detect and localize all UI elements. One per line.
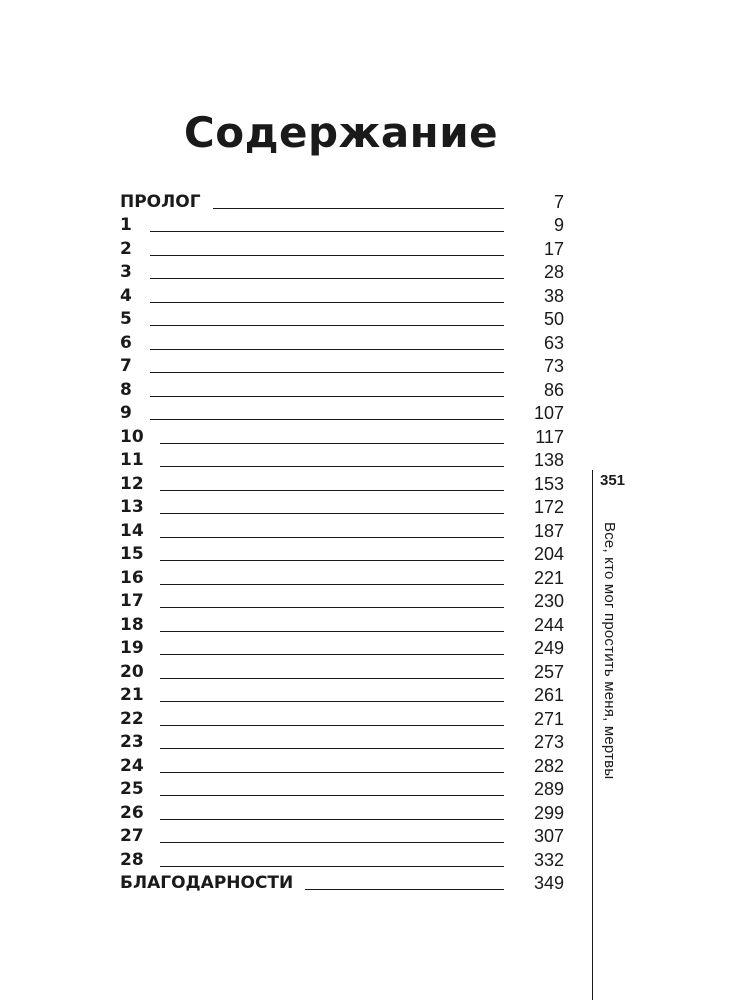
toc-leader-line xyxy=(150,371,504,373)
toc-leader-line xyxy=(160,865,504,867)
toc-entry xyxy=(120,329,564,353)
toc-leader-line xyxy=(160,489,504,491)
toc-entry-label: 19 xyxy=(120,638,144,658)
toc-entry-label: 2 xyxy=(120,238,132,259)
toc-leader-line xyxy=(160,677,504,679)
toc-entry-label: 8 xyxy=(120,379,132,400)
toc-entry-page: 117 xyxy=(535,426,564,447)
toc-leader-line xyxy=(160,630,504,632)
toc-leader-line xyxy=(150,324,504,326)
toc-entry-page: 299 xyxy=(533,802,564,823)
toc-entry xyxy=(120,470,564,494)
toc-leader-line xyxy=(160,583,504,585)
toc-entry xyxy=(120,705,564,729)
toc-entry-label: 6 xyxy=(120,332,132,353)
toc-entry xyxy=(120,799,564,823)
toc-entry xyxy=(120,588,564,612)
toc-entry-page: 282 xyxy=(533,755,564,776)
toc-entry-label: 9 xyxy=(120,403,132,423)
toc-entry-page: 307 xyxy=(533,826,564,846)
toc-entry-label: 18 xyxy=(120,614,144,635)
page-title: Содержание xyxy=(183,108,499,157)
toc-leader-line xyxy=(150,277,504,279)
toc-entry-page: 230 xyxy=(533,591,564,611)
toc-entry xyxy=(120,682,564,706)
toc-entry xyxy=(120,400,564,424)
toc-entry-page: 38 xyxy=(543,285,564,306)
toc-entry-label: 10 xyxy=(120,426,144,447)
toc-leader-line xyxy=(160,442,504,444)
toc-entry-page: 28 xyxy=(543,262,564,282)
toc-entry xyxy=(120,823,564,847)
toc-entry xyxy=(120,752,564,776)
toc-leader-line xyxy=(160,606,504,608)
toc-entry-label: 16 xyxy=(120,567,144,588)
toc-entry-page: 271 xyxy=(533,708,564,729)
toc-entry-label: 12 xyxy=(120,473,144,494)
toc-entry xyxy=(120,188,564,212)
toc-entry-page: 73 xyxy=(543,356,564,376)
toc-leader-line xyxy=(150,395,504,397)
toc-entry-label: 20 xyxy=(120,661,144,682)
toc-entry-label: 26 xyxy=(120,802,144,823)
toc-leader-line xyxy=(160,818,504,820)
toc-entry xyxy=(120,658,564,682)
toc-entry-page: 63 xyxy=(543,332,564,353)
toc-entry xyxy=(120,447,564,471)
toc-leader-line xyxy=(213,207,504,209)
toc-entry-page: 332 xyxy=(533,849,564,870)
toc-leader-line xyxy=(150,254,504,256)
toc-entry-label: 14 xyxy=(120,520,144,541)
toc-leader-line xyxy=(160,653,504,655)
toc-entry-label: 23 xyxy=(120,732,144,752)
toc-entry-page: 244 xyxy=(533,614,564,635)
toc-entry-page: 187 xyxy=(533,520,564,541)
toc-entry-page: 221 xyxy=(533,567,564,588)
toc-entry xyxy=(120,353,564,377)
toc-entry xyxy=(120,494,564,518)
toc-entry xyxy=(120,635,564,659)
toc-entry-page: 257 xyxy=(533,661,564,682)
toc-entry-page: 9 xyxy=(553,215,564,235)
toc-entry-label: 7 xyxy=(120,356,132,376)
toc-entry-label: ПРОЛОГ xyxy=(120,191,201,212)
toc-entry-label: 11 xyxy=(120,450,144,470)
toc-leader-line xyxy=(160,700,504,702)
toc-entry-page: 289 xyxy=(533,779,564,799)
toc-entry-page: 50 xyxy=(543,309,564,329)
toc-entry xyxy=(120,259,564,283)
toc-entry-label: 25 xyxy=(120,779,144,799)
toc-leader-line xyxy=(160,724,504,726)
toc-entry-page: 107 xyxy=(533,403,564,423)
running-head: Все, кто мог простить меня, мертвы xyxy=(601,522,618,780)
toc-entry-page: 138 xyxy=(533,450,564,470)
toc-entry xyxy=(120,729,564,753)
toc-entry xyxy=(120,870,564,894)
side-divider xyxy=(592,470,593,1000)
toc-entry-label: 15 xyxy=(120,544,144,564)
toc-entry-page: 261 xyxy=(533,685,564,705)
toc-leader-line xyxy=(160,771,504,773)
toc-entry xyxy=(120,235,564,259)
toc-leader-line xyxy=(160,559,504,561)
toc-leader-line xyxy=(160,747,504,749)
toc-leader-line xyxy=(160,465,504,467)
toc-leader-line xyxy=(160,841,504,843)
page-number: 351 xyxy=(600,472,626,489)
toc-entry-page: 349 xyxy=(533,873,564,893)
toc-entry xyxy=(120,376,564,400)
toc-entry xyxy=(120,517,564,541)
toc-leader-line xyxy=(160,536,504,538)
toc-entry-label: 21 xyxy=(120,685,144,705)
toc-entry-label: 13 xyxy=(120,497,144,517)
toc-leader-line xyxy=(305,888,504,890)
toc-entry-page: 249 xyxy=(533,638,564,658)
toc-entry xyxy=(120,776,564,800)
toc-leader-line xyxy=(160,512,504,514)
toc-entry-label: БЛАГОДАРНОСТИ xyxy=(120,873,294,893)
toc-leader-line xyxy=(160,794,504,796)
toc-entry-label: 28 xyxy=(120,849,144,870)
toc-entry-label: 24 xyxy=(120,755,144,776)
toc-leader-line xyxy=(150,348,504,350)
toc-entry xyxy=(120,564,564,588)
toc-leader-line xyxy=(150,418,504,420)
toc-entry-page: 204 xyxy=(533,544,564,564)
toc-leader-line xyxy=(150,230,504,232)
toc-entry-label: 22 xyxy=(120,708,144,729)
toc-entry-page: 273 xyxy=(533,732,564,752)
toc-entry-label: 27 xyxy=(120,826,144,846)
toc-entry-page: 172 xyxy=(533,497,564,517)
toc-entry xyxy=(120,306,564,330)
toc-entry xyxy=(120,611,564,635)
toc-entry-label: 17 xyxy=(120,591,144,611)
toc-entry-page: 86 xyxy=(543,379,564,400)
toc-entry-label: 5 xyxy=(120,309,132,329)
toc-entry xyxy=(120,541,564,565)
toc-entry xyxy=(120,212,564,236)
toc-entry-label: 4 xyxy=(120,285,132,306)
toc-entry-page: 7 xyxy=(553,191,564,212)
toc-entry-label: 3 xyxy=(120,262,132,282)
toc-entry-label: 1 xyxy=(120,215,132,235)
toc-entry xyxy=(120,423,564,447)
toc-entry-page: 17 xyxy=(543,238,564,259)
toc-entry xyxy=(120,282,564,306)
toc-entry xyxy=(120,846,564,870)
toc-entry-page: 153 xyxy=(533,473,564,494)
toc-leader-line xyxy=(150,301,504,303)
table-of-contents xyxy=(120,188,564,893)
